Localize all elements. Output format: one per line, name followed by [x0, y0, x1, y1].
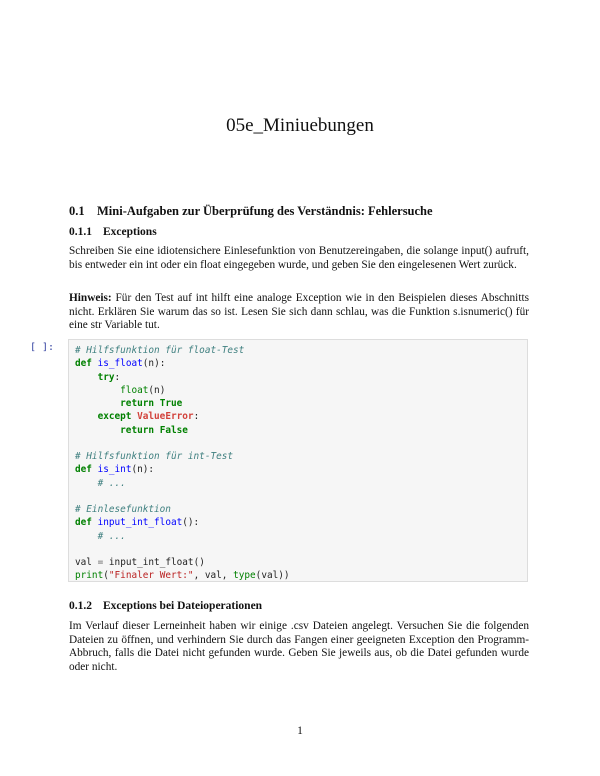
page-title: 05e_Miniuebungen	[226, 115, 374, 136]
code-comment: # Hilfsfunktion für float-Test	[75, 345, 245, 356]
cell-prompt: [ ]:	[30, 342, 55, 353]
code-variable: val	[204, 570, 222, 582]
code-function-name: is_float	[97, 358, 143, 370]
code-builtin: print	[75, 570, 104, 582]
subsection-heading-exceptions	[69, 226, 157, 238]
code-editor[interactable]: # Hilfsfunktion für float-Test def is_float(n): try: float(n) return True except ValueError: return False # Hilfsfunktion für int-Test def is_int(n): # ... # Einlesefunktion def input_int_float(): # ... val = input_int_float() print("Finaler Wert:", val, type(val))	[75, 345, 290, 582]
code-keyword: try	[97, 371, 115, 383]
code-comment: # ...	[97, 530, 126, 542]
file-exercise-description: Im Verlauf dieser Lerneinheit haben wir einige .csv Dateien angelegt. Versuchen Sie die folgenden Dateien zu öffnen, und verhindern Sie durch das Fangen einer geeigneten Exception den Programm-Abbruch, falls die Datei nicht gefunden wurde. Geben Sie jeweils aus, ob die Datei gefunden wurde oder nicht.	[69, 620, 529, 673]
code-comment: # Einlesefunktion	[75, 504, 171, 515]
code-function-name: input_int_float	[97, 517, 183, 529]
code-cell[interactable]	[68, 339, 528, 582]
code-function-name: is_int	[97, 464, 132, 476]
section-title: Mini-Aufgaben zur Überprüfung des Verständnis: Fehlersuche	[97, 204, 433, 218]
code-keyword: def	[75, 464, 92, 476]
subsection-number: 0.1.2	[69, 600, 92, 612]
code-variable: val	[261, 570, 279, 582]
code-param: n	[137, 464, 143, 476]
code-keyword: return	[120, 424, 155, 436]
code-keyword: def	[75, 517, 92, 529]
code-comment: # Hilfsfunktion für int-Test	[75, 451, 234, 462]
hint-text: Für den Test auf int hilft eine analoge Exception wie in den Beispielen dieses Abschnitts nicht. Erklären Sie warum das so ist. Lesen Sie sich dann schlau, was die Funktion s.isnumeric() für eine str Variable tut.	[69, 292, 529, 332]
subsection-title: Exceptions	[103, 226, 157, 238]
exercise-description: Schreiben Sie eine idiotensichere Einlesefunktion von Benutzereingaben, die solange input() aufruft, bis entweder ein int oder ein float eingegeben wurde, und geben Sie den eingelesenen Wert zurück.	[69, 245, 529, 271]
subsection-heading-file-exceptions	[69, 600, 262, 612]
code-exception: ValueError	[137, 411, 194, 423]
code-keyword: False	[159, 424, 188, 436]
section-heading	[69, 204, 433, 219]
subsection-title: Exceptions bei Dateioperationen	[103, 600, 263, 612]
section-number: 0.1	[69, 204, 85, 218]
code-comment: # ...	[97, 477, 126, 489]
code-call: input_int_float	[108, 557, 194, 568]
code-builtin: float	[120, 384, 149, 396]
hint-label: Hinweis:	[69, 292, 112, 304]
code-keyword: return	[120, 398, 155, 409]
code-param: n	[154, 384, 160, 396]
hint-paragraph	[69, 292, 529, 333]
code-keyword: except	[97, 411, 132, 423]
page-number: 1	[297, 725, 303, 737]
code-keyword: True	[159, 398, 183, 409]
code-builtin: type	[233, 570, 256, 582]
code-param: n	[148, 358, 155, 370]
code-keyword: def	[75, 358, 92, 370]
code-variable: val	[75, 557, 92, 568]
code-string: "Finaler Wert:"	[108, 570, 194, 582]
subsection-number: 0.1.1	[69, 226, 92, 238]
